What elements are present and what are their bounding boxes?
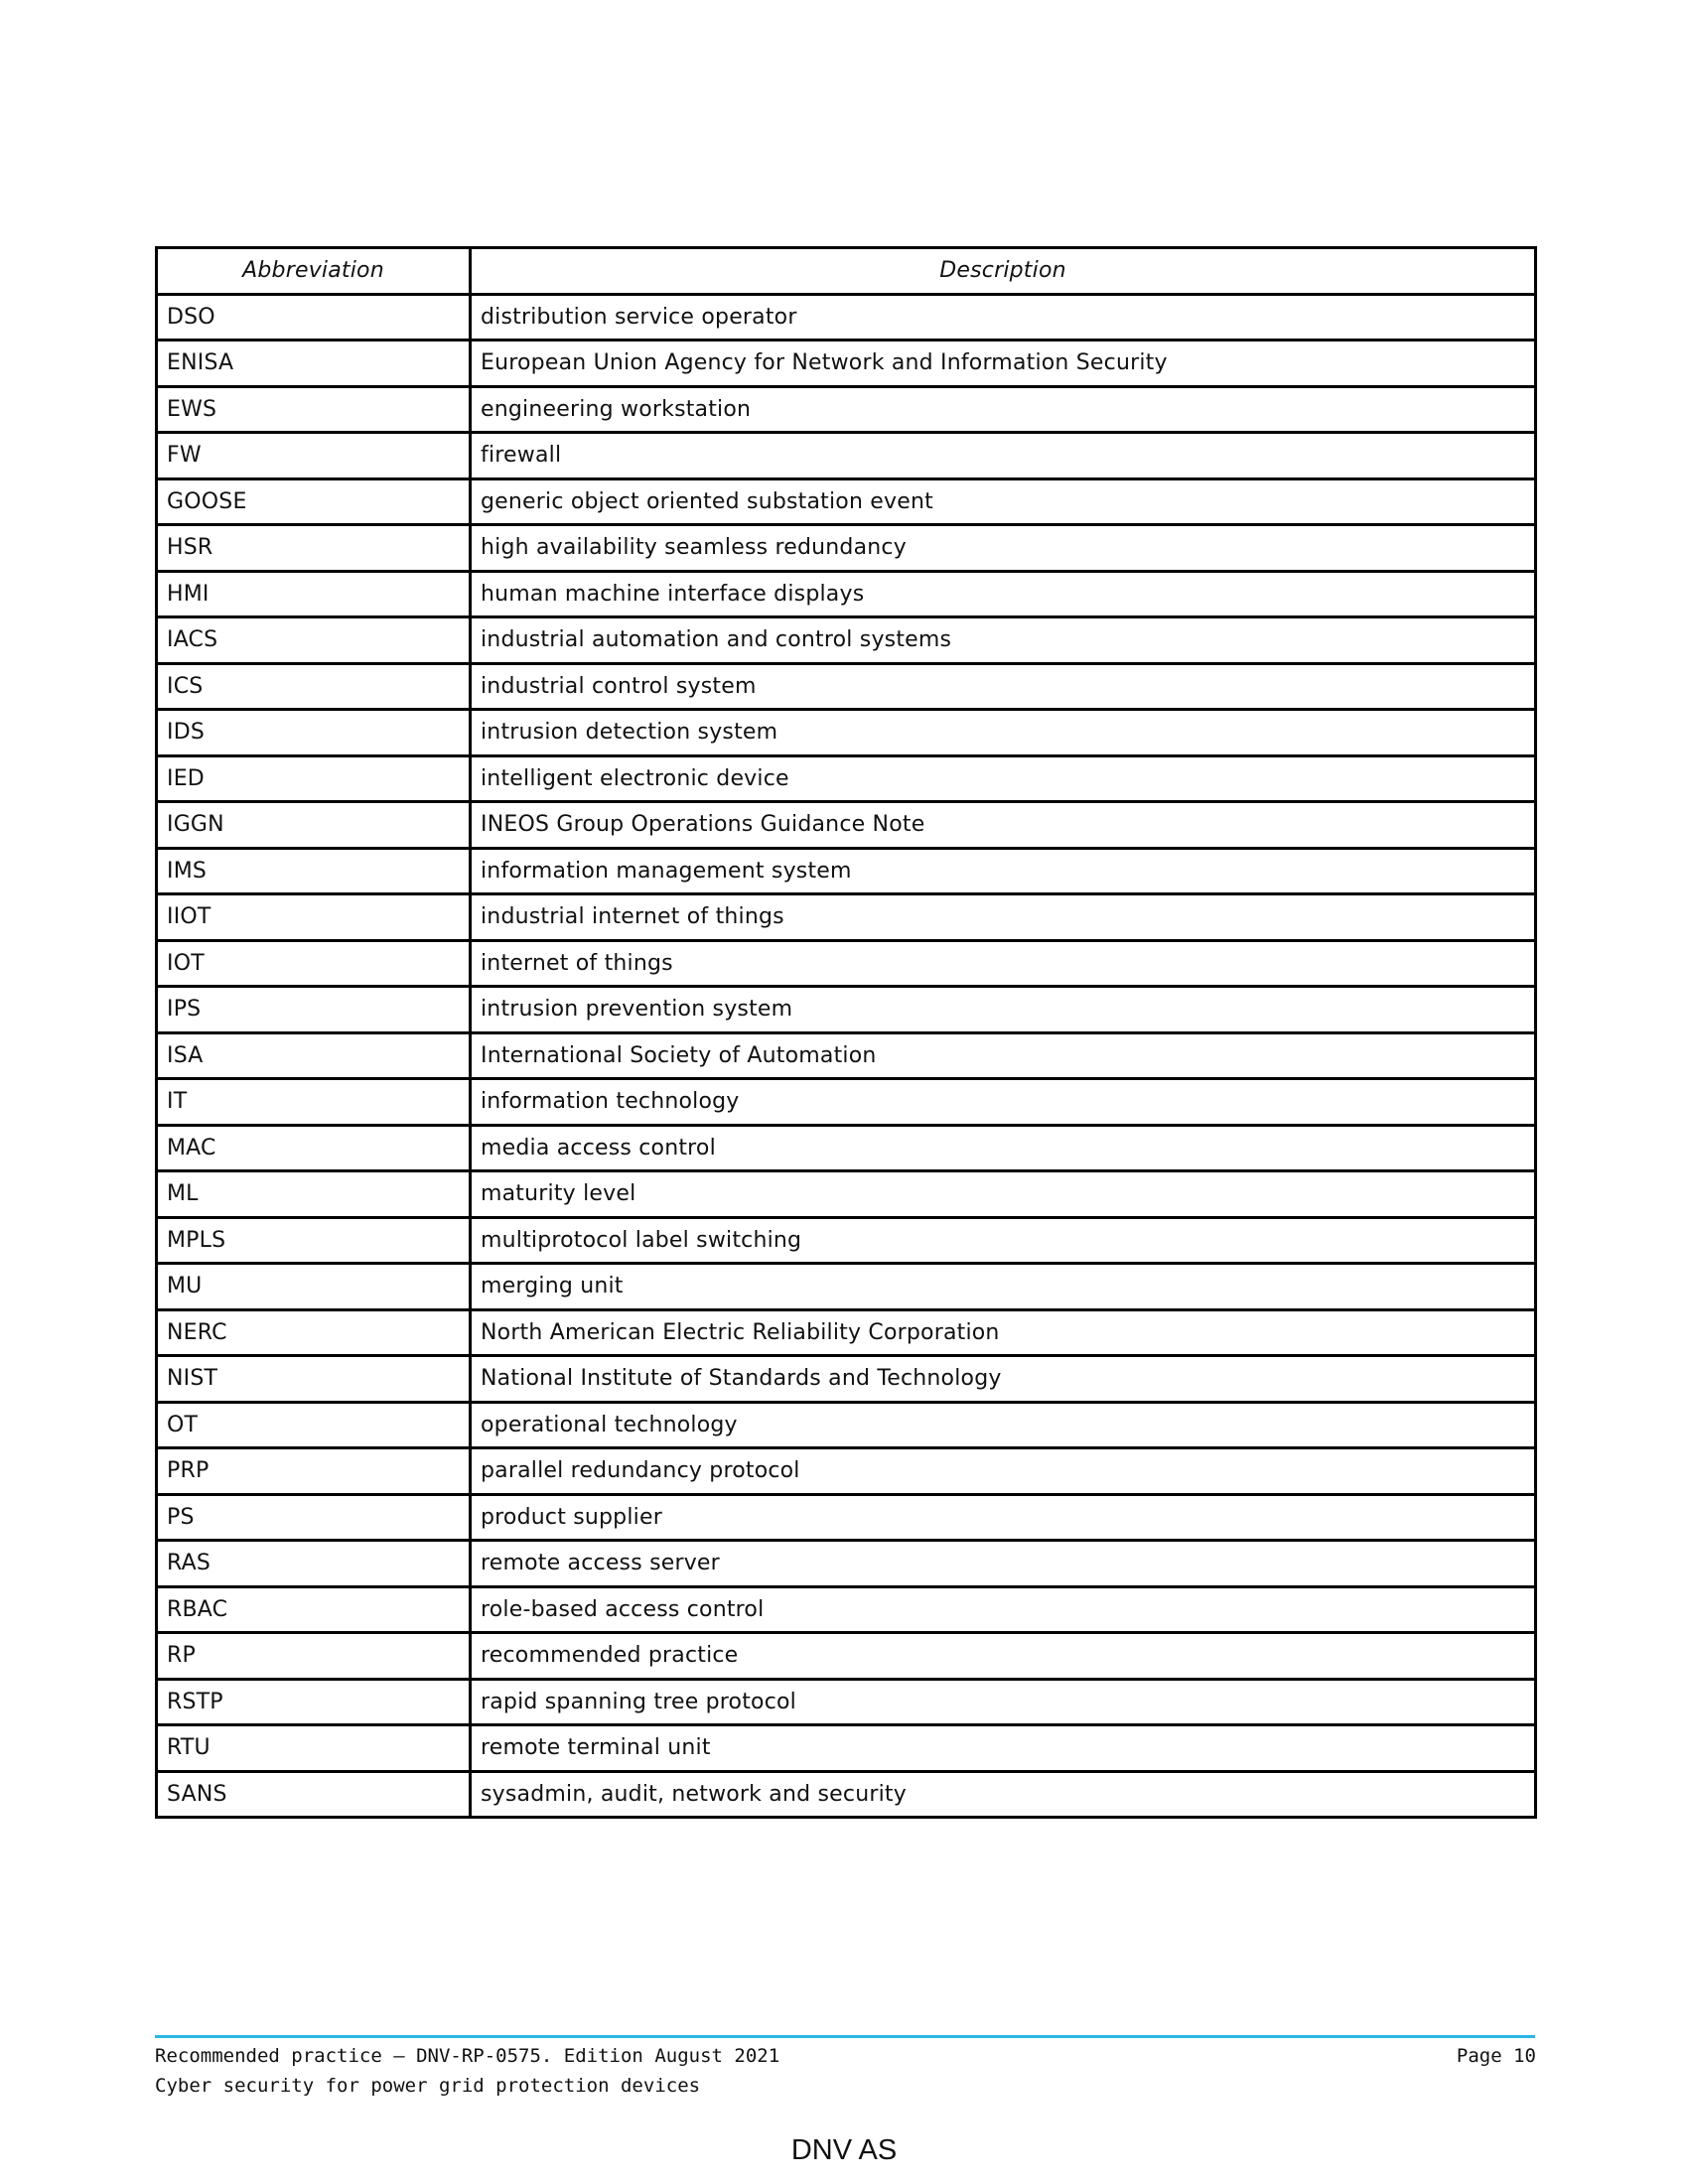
abbreviation-cell: PS <box>157 1494 471 1541</box>
table-row <box>157 940 1536 987</box>
abbreviation-cell: SANS <box>157 1771 471 1818</box>
table-row <box>157 294 1536 341</box>
description-cell: International Society of Automation <box>471 1032 1536 1079</box>
table-row <box>157 1448 1536 1495</box>
abbreviation-column-header: Abbreviation <box>157 248 471 295</box>
table-row <box>157 1771 1536 1818</box>
abbreviation-cell: MPLS <box>157 1217 471 1264</box>
abbreviation-cell: RBAC <box>157 1586 471 1633</box>
table-row <box>157 1541 1536 1587</box>
description-cell: INEOS Group Operations Guidance Note <box>471 802 1536 849</box>
table-row <box>157 571 1536 617</box>
company-name: DNV AS <box>790 2134 898 2166</box>
description-column-header: Description <box>471 248 1536 295</box>
footer-document-reference: Recommended practice — DNV-RP-0575. Edition August 2021 <box>155 2045 780 2067</box>
abbreviation-cell: RAS <box>157 1541 471 1587</box>
table-row <box>157 341 1536 387</box>
table-row <box>157 386 1536 433</box>
description-cell: intelligent electronic device <box>471 755 1536 802</box>
description-cell: parallel redundancy protocol <box>471 1448 1536 1495</box>
description-cell: intrusion detection system <box>471 710 1536 756</box>
description-cell: National Institute of Standards and Technology <box>471 1356 1536 1403</box>
description-cell: information management system <box>471 848 1536 894</box>
description-cell: rapid spanning tree protocol <box>471 1679 1536 1725</box>
abbreviation-cell: MU <box>157 1264 471 1310</box>
abbreviation-cell: PRP <box>157 1448 471 1495</box>
abbreviation-cell: ENISA <box>157 341 471 387</box>
table-row <box>157 1633 1536 1680</box>
description-cell: European Union Agency for Network and Information Security <box>471 341 1536 387</box>
footer-page-number: Page 10 <box>1456 2045 1536 2067</box>
table-row <box>157 848 1536 894</box>
table-row <box>157 1171 1536 1218</box>
table-row <box>157 1586 1536 1633</box>
abbreviation-cell: IPS <box>157 987 471 1033</box>
table-row <box>157 617 1536 664</box>
table-header-row <box>157 248 1536 295</box>
table-row <box>157 1402 1536 1448</box>
abbreviation-cell: IMS <box>157 848 471 894</box>
table-row <box>157 478 1536 525</box>
abbreviation-cell: NIST <box>157 1356 471 1403</box>
abbreviation-cell: NERC <box>157 1309 471 1356</box>
table-row <box>157 1494 1536 1541</box>
footer-document-subtitle: Cyber security for power grid protection devices <box>155 2075 701 2097</box>
table-row <box>157 525 1536 572</box>
description-cell: operational technology <box>471 1402 1536 1448</box>
abbreviation-cell: HSR <box>157 525 471 572</box>
abbreviation-cell: FW <box>157 433 471 479</box>
abbreviation-cell: IACS <box>157 617 471 664</box>
table-body <box>157 294 1536 1818</box>
abbreviation-cell: IT <box>157 1079 471 1126</box>
abbreviation-cell: GOOSE <box>157 478 471 525</box>
description-cell: sysadmin, audit, network and security <box>471 1771 1536 1818</box>
description-cell: recommended practice <box>471 1633 1536 1680</box>
table-row <box>157 1679 1536 1725</box>
table-row <box>157 1032 1536 1079</box>
description-cell: industrial internet of things <box>471 894 1536 941</box>
table-row <box>157 1125 1536 1171</box>
abbreviations-table <box>155 246 1537 1819</box>
description-cell: human machine interface displays <box>471 571 1536 617</box>
description-cell: merging unit <box>471 1264 1536 1310</box>
abbreviation-cell: IED <box>157 755 471 802</box>
table-row <box>157 1725 1536 1772</box>
table-row <box>157 1264 1536 1310</box>
table-row <box>157 1217 1536 1264</box>
abbreviation-cell: IDS <box>157 710 471 756</box>
description-cell: remote terminal unit <box>471 1725 1536 1772</box>
abbreviation-cell: RSTP <box>157 1679 471 1725</box>
abbreviation-cell: MAC <box>157 1125 471 1171</box>
description-cell: product supplier <box>471 1494 1536 1541</box>
description-cell: media access control <box>471 1125 1536 1171</box>
description-cell: North American Electric Reliability Corporation <box>471 1309 1536 1356</box>
table-row <box>157 433 1536 479</box>
table-row <box>157 1079 1536 1126</box>
description-cell: role-based access control <box>471 1586 1536 1633</box>
description-cell: generic object oriented substation event <box>471 478 1536 525</box>
description-cell: intrusion prevention system <box>471 987 1536 1033</box>
abbreviation-cell: RTU <box>157 1725 471 1772</box>
abbreviation-cell: ML <box>157 1171 471 1218</box>
description-cell: remote access server <box>471 1541 1536 1587</box>
abbreviation-cell: IIOT <box>157 894 471 941</box>
abbreviation-cell: OT <box>157 1402 471 1448</box>
abbreviation-cell: RP <box>157 1633 471 1680</box>
table-row <box>157 1309 1536 1356</box>
description-cell: firewall <box>471 433 1536 479</box>
table-row <box>157 710 1536 756</box>
description-cell: maturity level <box>471 1171 1536 1218</box>
abbreviation-cell: HMI <box>157 571 471 617</box>
description-cell: distribution service operator <box>471 294 1536 341</box>
abbreviation-cell: IGGN <box>157 802 471 849</box>
table-row <box>157 1356 1536 1403</box>
table-row <box>157 755 1536 802</box>
abbreviation-cell: ISA <box>157 1032 471 1079</box>
abbreviation-cell: EWS <box>157 386 471 433</box>
table-row <box>157 987 1536 1033</box>
abbreviation-cell: IOT <box>157 940 471 987</box>
table-row <box>157 663 1536 710</box>
table-row <box>157 894 1536 941</box>
description-cell: multiprotocol label switching <box>471 1217 1536 1264</box>
abbreviation-cell: ICS <box>157 663 471 710</box>
footer-divider <box>155 2035 1535 2038</box>
description-cell: industrial automation and control systems <box>471 617 1536 664</box>
description-cell: industrial control system <box>471 663 1536 710</box>
description-cell: high availability seamless redundancy <box>471 525 1536 572</box>
table-row <box>157 802 1536 849</box>
description-cell: internet of things <box>471 940 1536 987</box>
description-cell: information technology <box>471 1079 1536 1126</box>
description-cell: engineering workstation <box>471 386 1536 433</box>
abbreviation-cell: DSO <box>157 294 471 341</box>
